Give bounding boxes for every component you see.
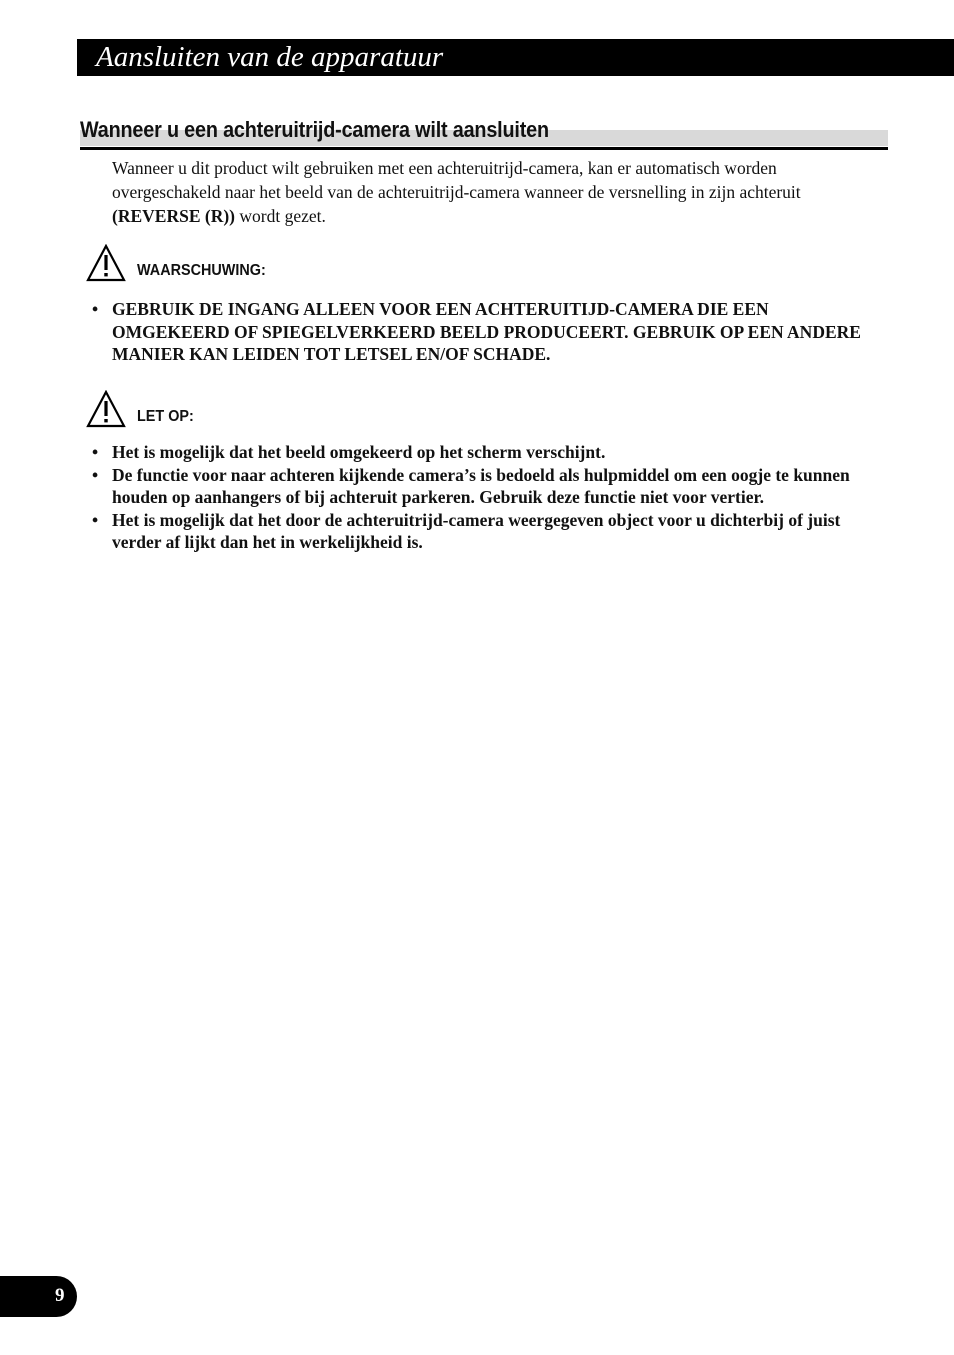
page-number-tab: [0, 1276, 77, 1317]
caution-item: • De functie voor naar achteren kijkende camera’s is bedoeld als hulpmiddel om een oogje te kunnen houden op aanhangers of bij achteruit parkeren. Gebruik deze functie niet voor vertier.: [90, 464, 890, 509]
caution-heading: [86, 388, 200, 428]
caution-item: • Het is mogelijk dat het beeld omgekeerd op het scherm verschijnt.: [90, 441, 890, 464]
section-heading-block: [80, 115, 888, 150]
warning-triangle-icon: [86, 244, 126, 282]
caution-list: [90, 441, 890, 554]
page-header-title: Aansluiten van de apparatuur: [96, 41, 444, 73]
page-header-bar: [77, 39, 954, 76]
warning-heading: [86, 242, 280, 282]
warning-triangle-icon: [86, 390, 126, 428]
caution-label: LET OP:: [137, 408, 194, 425]
intro-paragraph: [112, 156, 872, 228]
warning-item: • GEBRUIK DE INGANG ALLEEN VOOR EEN ACHTERUITIJD-CAMERA DIE EEN OMGEKEERD OF SPIEGELVERKEERD BEELD PRODUCEERT. GEBRUIK OP EEN ANDERE MANIER KAN LEIDEN TOT LETSEL EN/OF SCHADE.: [90, 298, 890, 366]
intro-bold-term: (REVERSE (R)): [112, 206, 235, 226]
section-heading-rule: [80, 147, 888, 150]
intro-text: Wanneer u dit product wilt gebruiken met een achteruitrijd-camera, kan er automatisch worden overgeschakeld naar het beeld van de achteruitrijd-camera wanneer de versnelling in zijn achteruit: [112, 158, 801, 202]
intro-text-end: wordt gezet.: [235, 206, 326, 226]
warning-list: [90, 298, 890, 366]
section-heading: Wanneer u een achteruitrijd-camera wilt aansluiten: [80, 117, 549, 142]
caution-item: • Het is mogelijk dat het door de achteruitrijd-camera weergegeven object voor u dichterbij of juist verder af lijkt dan het in werkelijkheid is.: [90, 509, 890, 554]
page-number: 9: [55, 1285, 65, 1306]
warning-label: WAARSCHUWING:: [137, 262, 266, 279]
